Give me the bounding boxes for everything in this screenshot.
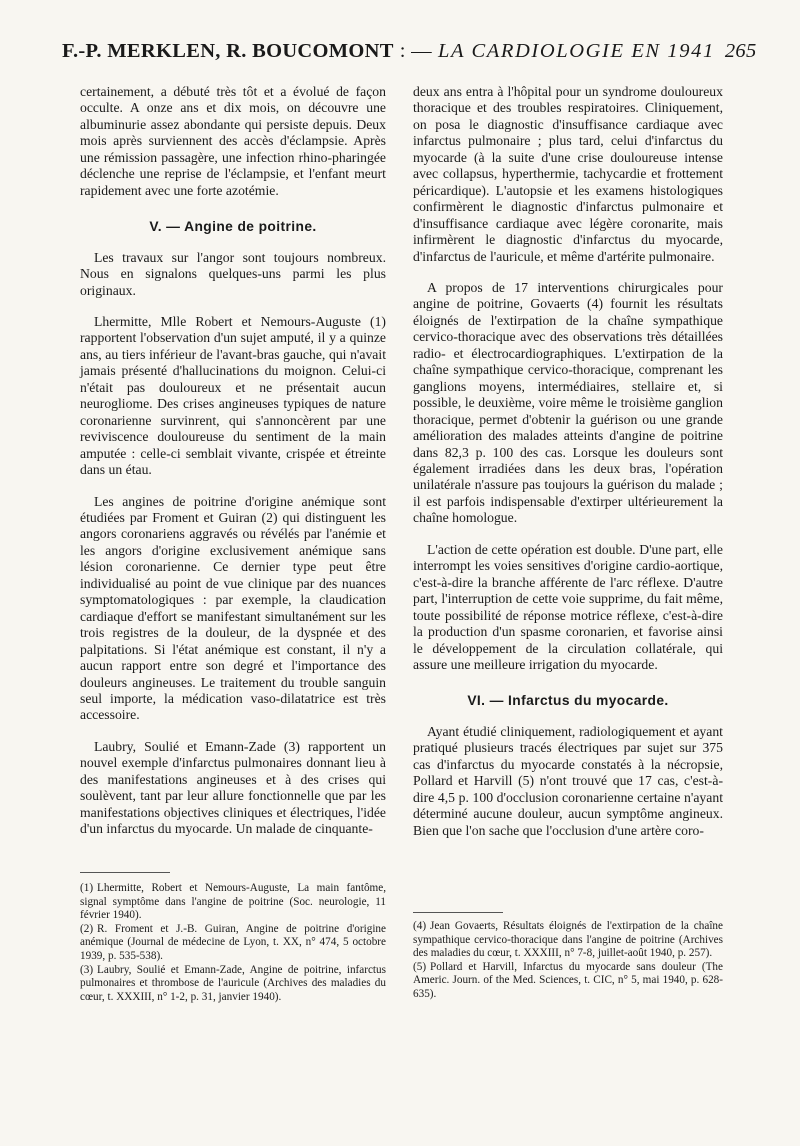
paragraph: A propos de 17 interventions chirurgicales pour angine de poitrine, Govaerts (4) fournit les résultats éloignés de l'extirpation de la chaîne sympathique cervico-thoracique avec des observations très détaillées radio- et électrocardiographiques. L'extirpation de la chaîne sympathique cervico-thoracique, comprenant les ganglions moyens, intermédiaires, stellaire et, si possible, le deuxième, voire même le troisième ganglion thoracique, permet d'obtenir la guérison ou une grande amélioration des malades atteints d'angine de poitrine dans 82,3 p. 100 des cas. Lorsque les douleurs sont également irradiées dans les deux bras, l'opération unilatérale n'assure pas toujours la guérison du malade ; il est parfois indispensable d'extirper ultérieurement la chaîne homologue. [413,279,723,526]
running-header [62,40,757,63]
footnotes-left [80,882,386,1004]
section-vi-heading: VI. — Infarctus du myocarde. [467,693,669,709]
footnote: (4) Jean Govaerts, Résultats éloignés de l'extirpation de la chaîne sympathique cervico-thoracique dans l'angine de poitrine (Archives des maladies du cœur, t. XXXIII, n° 7-8, juillet-août 1940, p. 257). [413,920,723,960]
footnote: (2) R. Froment et J.-B. Guiran, Angine de poitrine d'origine anémique (Journal de médecine de Lyon, t. XX, n° 474, 5 octobre 1939, p. 535-538). [80,922,386,962]
paragraph: Laubry, Soulié et Emann-Zade (3) rapportent un nouvel exemple d'infarctus pulmonaires donnant lieu à des manifestations angineuses et à des crises qui soulèvent, tant par leur allure fonctionnelle que par les manifestations objectives cliniques et électriques, l'idée d'un infarctus du myocarde. Un malade de cinquante- [80,738,386,837]
footnote-rule-left [80,872,170,873]
paragraph: Les travaux sur l'angor sont toujours nombreux. Nous en signalons quelques-uns parmi les plus originaux. [80,249,386,298]
paragraph: Ayant étudié cliniquement, radiologiquement et ayant pratiqué plusieurs tracés électriques par sujet sur 375 cas d'infarctus du myocarde constatés à la nécropsie, Pollard et Harvill (5) n'ont trouvé que 17 cas, c'est-à-dire 4,5 p. 100 d'occlusion coronarienne certaine n'ayant déterminé aucune douleur, aucun symptôme angineux. Bien que l'on sache que l'occlusion d'une artère coro- [413,723,723,838]
section-v-heading: V. — Angine de poitrine. [149,219,317,235]
paragraph: L'action de cette opération est double. D'une part, elle interrompt les voies sensitives d'origine cardio-aortique, c'est-à-dire la branche afférente de l'arc réflexe. D'autre part, l'interruption de cette voie supprime, du fait même, toute possibilité de réponse motrice réflexe, c'est-à-dire la production d'un spasme coronarien, et favorise ainsi le développement de la circulation collatérale, qui assure une meilleure irrigation du myocarde. [413,541,723,672]
header-separator: : — [399,40,432,62]
right-column [413,84,723,839]
footnote: (3) Laubry, Soulié et Emann-Zade, Angine de poitrine, infarctus pulmonaires et thrombose de l'auricule (Archives des maladies du cœur, t. XXXIII, n° 1-2, p. 31, janvier 1940). [80,963,386,1003]
header-authors: F.-P. MERKLEN, R. BOUCOMONT [62,40,394,62]
footnote-rule-right [413,912,503,913]
left-column [80,84,386,838]
paragraph-continued: deux ans entra à l'hôpital pour un syndrome douloureux thoracique et des troubles respiratoires. Cliniquement, on posa le diagnostic d'insuffisance cardiaque avec infarctus pulmonaire ; plus tard, celui d'infarctus du myocarde (à la suite d'une crise douloureuse intense avec collapsus, hyperthermie, tachycardie et frottement péricardique). L'autopsie et les examens histologiques confirmèrent le diagnostic d'infarctus pulmonaire et d'insuffisance cardiaque avec légère coronarite, mais infirmèrent le diagnostic d'infarctus du myocarde, d'infarctus de l'auricule, et même d'artérite pulmonaire. [413,84,723,264]
footnotes-right [413,920,723,1002]
page-number: 265 [724,40,757,62]
footnote: (5) Pollard et Harvill, Infarctus du myocarde sans douleur (The Americ. Journ. of the Med. Sciences, t. CIC, n° 5, mai 1940, p. 628-635). [413,960,723,1000]
footnote: (1) Lhermitte, Robert et Nemours-Auguste, La main fantôme, signal symptôme dans l'angine de poitrine (Soc. neurologie, 11 février 1940). [80,882,386,922]
paragraph-continued: certainement, a débuté très tôt et a évolué de façon occulte. A onze ans et dix mois, on découvre une albuminurie assez abondante qui persiste depuis. Deux mois après surviennent des accès d'éclampsie. Après une rémission passagère, une infection rhino-pharingée déclenche une reprise de l'éclampsie, et l'enfant meurt rapidement avec une forte azotémie. [80,84,386,198]
header-running-title: LA CARDIOLOGIE EN 1941 [438,40,715,62]
paragraph: Lhermitte, Mlle Robert et Nemours-Auguste (1) rapportent l'observation d'un sujet amputé, il y a quinze ans, au tiers inférieur de l'avant-bras gauche, qui n'avait jamais présenté d'hallucinations du moignon. Celui-ci n'était pas douloureux et ne présentait aucun neurogliome. Des crises angineuses typiques de nature coronarienne survinrent, qui s'annoncèrent par une reviviscence douloureuse du sentiment de la main amputée : celle-ci semblait vivante, crispée et étreinte dans un étau. [80,313,386,478]
paragraph: Les angines de poitrine d'origine anémique sont étudiées par Froment et Guiran (2) qui distinguent les angors coronariens aggravés ou révélés par l'anémie et les angors d'origine exclusivement anémique sans lésion coronarienne. Ce dernier type peut être individualisé au point de vue clinique par des nuances symptomatologiques : par exemple, la claudication cardiaque d'effort se manifestant simultanément sur les trois registres de la douleur, de la dyspnée et des palpitations. Si l'état anémique est constant, il n'y a aucun rapport entre son degré et l'importance des douleurs angineuses. Le traitement du trouble sanguin seul importe, la médication vaso-dilatatrice est très accessoire. [80,493,386,723]
